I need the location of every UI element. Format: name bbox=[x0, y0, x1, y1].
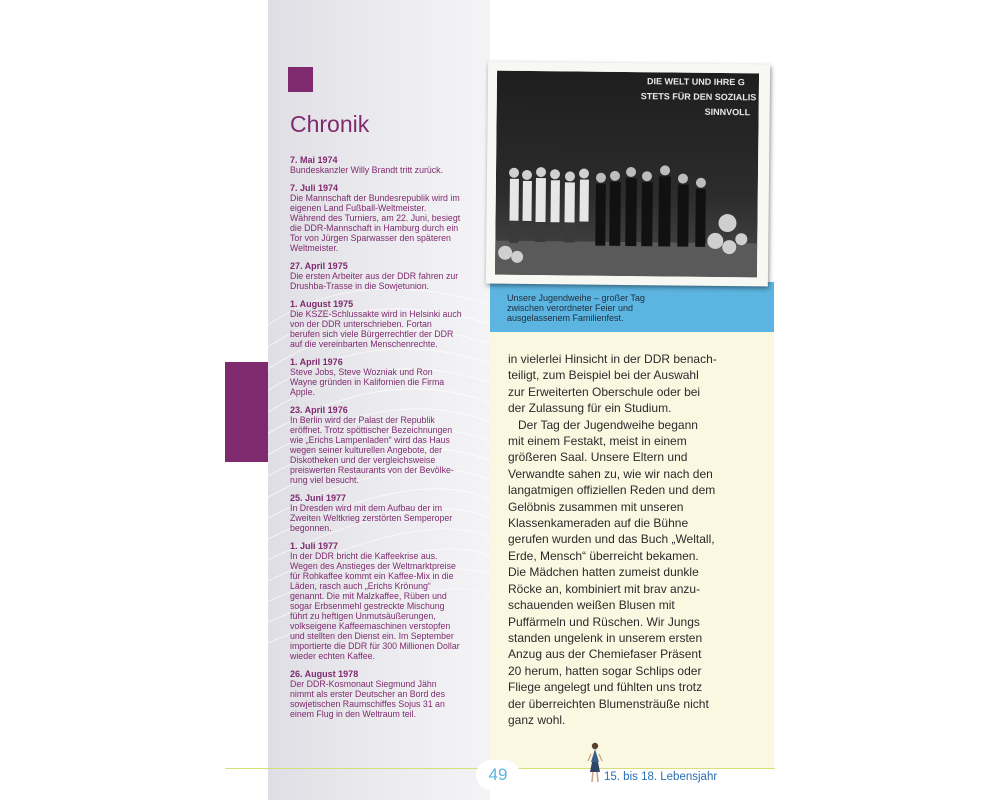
entry-text: Steve Jobs, Steve Wozniak und Ron Wayne gründen in Kalifornien die Firma Apple. bbox=[290, 367, 445, 397]
body-line: Fliege angelegt und fühlten uns trotz bbox=[508, 680, 703, 695]
purple-square-marker bbox=[288, 67, 313, 92]
entry-text: Die Mannschaft der Bundesrepublik wird im eigenen Land Fußball-Weltmeister. Während des Turniers, am 22. Juni, besiegt die DDR-Mannschaft in Hamburg durch ein Tor von Jürgen Sparwasser den späteren Weltmeister. bbox=[290, 193, 461, 253]
entry-date: 1. August 1975 bbox=[290, 299, 354, 309]
entry-text: Die KSZE-Schlussakte wird in Helsinki auch von der DDR unterschrieben. Fortan berufen sich viele Bürgerrechtler der DDR auf die vereinbarten Menschenrechte. bbox=[290, 309, 462, 349]
body-line: Erde, Mensch“ überreicht bekamen. bbox=[508, 548, 699, 563]
entry-date: 26. August 1978 bbox=[290, 669, 359, 679]
chronicle-entry bbox=[290, 669, 488, 719]
entry-date: 1. Juli 1977 bbox=[290, 541, 339, 551]
body-line: Gelöbnis zusammen mit unseren bbox=[508, 499, 684, 514]
purple-side-tab bbox=[225, 362, 268, 462]
entry-text: Bundeskanzler Willy Brandt tritt zurück. bbox=[290, 165, 444, 175]
entry-date: 25. Juni 1977 bbox=[290, 493, 347, 503]
entry-date: 7. Juli 1974 bbox=[290, 183, 339, 193]
photo-caption: Unsere Jugendweihe – großer Tag zwischen verordneter Feier und ausgelassenem Familienfest. bbox=[507, 293, 645, 323]
body-line: 20 herum, hatten sogar Schlips oder bbox=[508, 663, 702, 678]
chronicle-title: Chronik bbox=[290, 111, 370, 137]
body-line: der Zulassung für ein Studium. bbox=[508, 401, 672, 416]
photo-frame bbox=[486, 62, 770, 287]
body-line: gerufen wurden und das Buch „Weltall, bbox=[508, 532, 715, 547]
body-line: Klassenkameraden auf die Bühne bbox=[508, 516, 689, 531]
body-line: Die Mädchen hatten zumeist dunkle bbox=[508, 565, 699, 580]
body-line: der überreichten Blumensträuße nicht bbox=[508, 696, 709, 711]
entry-date: 27. April 1975 bbox=[290, 261, 348, 271]
page-number: 49 bbox=[476, 760, 520, 790]
body-line: teiligt, zum Beispiel bei der Auswahl bbox=[508, 368, 699, 383]
body-line: zur Erweiterten Oberschule oder bei bbox=[508, 384, 701, 399]
body-line: mit einem Festakt, meist in einem bbox=[508, 434, 687, 449]
entry-date: 7. Mai 1974 bbox=[290, 155, 338, 165]
entry-text: In Berlin wird der Palast der Republik eröffnet. Trotz spöttischer Bezeichnungen wie „Erichs Lampenladen“ wird das Haus wegen seiner kulturellen Angebote, der Diskotheken und der vergleichsweise preiswerten Restaurants von der Bevölke- rung viel besucht. bbox=[290, 415, 454, 485]
chronicle-entry bbox=[290, 357, 488, 397]
body-line: ganz wohl. bbox=[508, 712, 566, 727]
chronicle-entry bbox=[290, 493, 488, 533]
entry-text: In der DDR bricht die Kaffeekrise aus. Wegen des Anstieges der Weltmarktpreise für Rohkaffee kommt ein Kaffee-Mix in die Läden, rasch auch „Erichs Krönung“ genannt. Die mit Malzkaffee, Rüben und sogar Erbsenmehl gestreckte Mischung führt zu heftigen Unmutsäußerungen, volkseigene Kaffeemaschinen verstopfen und stellten den Dienst ein. Im September importierte die DDR für 300 Millionen Dollar wieder echten Kaffee. bbox=[290, 551, 460, 661]
entry-date: 1. April 1976 bbox=[290, 357, 343, 367]
chronicle-entry bbox=[290, 541, 488, 661]
body-line: größeren Saal. Unsere Eltern und bbox=[508, 450, 688, 465]
banner-text-line3: SINNVOLL bbox=[704, 106, 751, 118]
chronicle-entry bbox=[290, 405, 488, 485]
entry-text: In Dresden wird mit dem Aufbau der im Zweiten Weltkrieg zerstörten Semperoper begonnen. bbox=[290, 503, 453, 533]
article-body bbox=[508, 351, 738, 728]
body-line: Röcke an, kombiniert mit brav anzu- bbox=[508, 581, 701, 596]
body-line: in vielerlei Hinsicht in der DDR benach- bbox=[508, 352, 717, 366]
chronicle-entries bbox=[290, 155, 488, 727]
body-line: langatmigen offiziellen Reden und dem bbox=[508, 483, 716, 498]
chronicle-entry bbox=[290, 155, 488, 175]
chronicle-entry bbox=[290, 299, 488, 349]
banner-text-line1: DIE WELT UND IHRE G bbox=[646, 76, 745, 88]
body-line: Puffärmeln und Rüschen. Wir Jungs bbox=[508, 614, 700, 629]
body-line: Anzug aus der Chemiefaser Präsent bbox=[508, 647, 702, 662]
banner-text-line2: STETS FÜR DEN SOZIALIS bbox=[640, 91, 757, 103]
chronicle-entry bbox=[290, 183, 488, 253]
entry-date: 23. April 1976 bbox=[290, 405, 348, 415]
girl-figure-icon bbox=[586, 742, 604, 784]
body-line: standen ungelenk in unserem ersten bbox=[508, 630, 703, 645]
jugendweihe-photo bbox=[495, 71, 759, 278]
body-line: Verwandte sahen zu, wie wir nach den bbox=[508, 466, 713, 481]
body-line: schauenden weißen Blusen mit bbox=[508, 598, 675, 613]
body-line: Der Tag der Jugendweihe begann bbox=[508, 417, 698, 432]
entry-text: Der DDR-Kosmonaut Siegmund Jähn nimmt als erster Deutscher an Bord des sowjetischen Raumschiffes Sojus 31 an einem Flug in den Weltraum teil. bbox=[290, 679, 445, 719]
chronicle-entry bbox=[290, 261, 488, 291]
entry-text: Die ersten Arbeiter aus der DDR fahren zur Drushba-Trasse in die Sowjetunion. bbox=[290, 271, 459, 291]
chapter-label: 15. bis 18. Lebensjahr bbox=[604, 771, 718, 783]
